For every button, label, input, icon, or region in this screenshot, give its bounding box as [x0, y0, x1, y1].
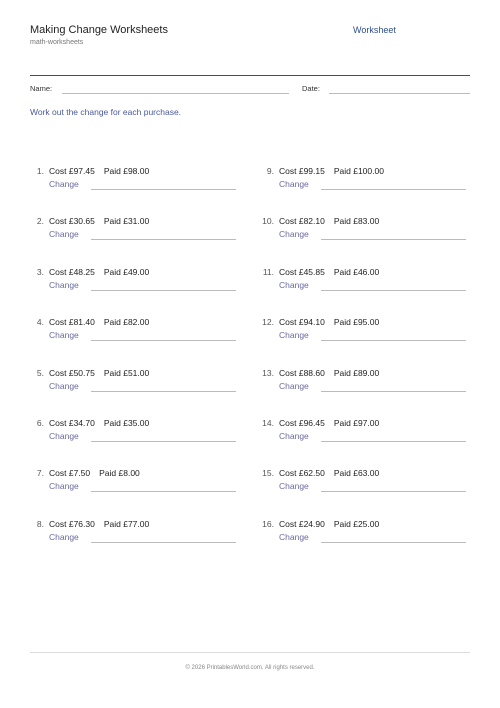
problem-item: [260, 368, 460, 398]
problem-number: 14.: [262, 418, 274, 428]
change-label: Change: [49, 179, 79, 189]
cost-text: Cost £88.60: [279, 367, 325, 378]
paid-text: Paid £31.00: [103, 216, 150, 227]
change-answer-line[interactable]: [321, 340, 466, 341]
cost-text: Cost £24.90: [279, 518, 325, 529]
cost-text: Cost £94.10: [279, 317, 325, 328]
problem-text: [279, 519, 379, 529]
footer-divider: [30, 652, 470, 653]
cost-text: Cost £82.10: [279, 216, 325, 227]
change-label: Change: [49, 380, 79, 391]
problem-text: [279, 418, 379, 428]
problem-item: [260, 267, 460, 297]
paid-text: Paid £82.00: [103, 317, 150, 328]
cost-text: Cost £50.75: [49, 367, 95, 378]
change-label: Change: [279, 431, 309, 441]
paid-text: Paid £25.00: [333, 518, 380, 529]
change-answer-line[interactable]: [321, 542, 466, 543]
problem-number: 7.: [36, 468, 44, 479]
change-label: Change: [49, 229, 79, 240]
change-label: Change: [279, 531, 309, 542]
paid-text: Paid £97.00: [333, 418, 380, 428]
cost-text: Cost £62.50: [279, 468, 325, 479]
problem-item: [30, 166, 230, 196]
change-answer-line[interactable]: [91, 239, 236, 240]
change-answer-line[interactable]: [321, 391, 466, 392]
paid-text: Paid £35.00: [103, 418, 150, 428]
problem-text: [279, 166, 384, 176]
problem-item: [30, 267, 230, 297]
change-label: Change: [49, 531, 79, 542]
problem-text: [49, 166, 149, 176]
problem-number: 13.: [262, 367, 274, 378]
cost-text: Cost £99.15: [279, 166, 325, 176]
change-answer-line[interactable]: [91, 290, 236, 291]
change-label: Change: [279, 279, 309, 290]
change-label: Change: [49, 431, 79, 441]
problem-item: [260, 317, 460, 347]
paid-text: Paid £89.00: [333, 367, 380, 378]
paid-text: Paid £46.00: [333, 266, 380, 277]
paid-text: Paid £63.00: [333, 468, 380, 479]
problem-text: [49, 267, 149, 277]
change-label: Change: [279, 229, 309, 240]
problem-number: 5.: [36, 367, 44, 378]
problem-item: [30, 368, 230, 398]
change-answer-line[interactable]: [91, 441, 236, 442]
change-label: Change: [279, 179, 309, 189]
change-answer-line[interactable]: [91, 340, 236, 341]
problem-number: 11.: [262, 266, 274, 277]
change-label: Change: [49, 279, 79, 290]
change-answer-line[interactable]: [321, 239, 466, 240]
change-label: Change: [279, 330, 309, 341]
name-label: Name:: [30, 84, 53, 93]
problem-text: [49, 418, 149, 428]
problem-item: [260, 418, 460, 448]
paid-text: Paid £83.00: [333, 216, 380, 227]
problem-item: [260, 519, 460, 549]
copyright-footer: © 2026 PrintablesWorld.com. All rights reserved.: [185, 665, 315, 671]
paid-text: Paid £77.00: [103, 518, 150, 529]
problem-text: [279, 216, 379, 226]
problem-number: 4.: [36, 317, 44, 328]
change-answer-line[interactable]: [91, 391, 236, 392]
cost-text: Cost £48.25: [49, 266, 95, 277]
cost-text: Cost £34.70: [49, 418, 95, 428]
cost-text: Cost £96.45: [279, 418, 325, 428]
problem-number: 3.: [36, 266, 44, 277]
problem-item: [260, 216, 460, 246]
problem-number: 2.: [36, 216, 44, 227]
paid-text: Paid £100.00: [333, 166, 384, 176]
problem-text: [49, 468, 140, 478]
paid-text: Paid £51.00: [103, 367, 150, 378]
problem-item: [30, 216, 230, 246]
change-label: Change: [279, 380, 309, 391]
change-answer-line[interactable]: [321, 491, 466, 492]
problem-item: [260, 166, 460, 196]
worksheet-subtitle: math-worksheets: [30, 39, 84, 46]
problem-number: 1.: [36, 166, 44, 176]
problem-item: [260, 468, 460, 498]
change-answer-line[interactable]: [321, 189, 466, 190]
problem-number: 16.: [262, 518, 274, 529]
problem-number: 9.: [266, 166, 274, 176]
problem-text: [49, 368, 149, 378]
problem-text: [49, 317, 149, 327]
problem-text: [279, 468, 379, 478]
cost-text: Cost £76.30: [49, 518, 95, 529]
problem-text: [279, 368, 379, 378]
change-answer-line[interactable]: [91, 542, 236, 543]
change-answer-line[interactable]: [321, 441, 466, 442]
problem-number: 6.: [36, 418, 44, 428]
paid-text: Paid £49.00: [103, 266, 150, 277]
worksheet-tag: Worksheet: [353, 25, 396, 35]
change-label: Change: [279, 481, 309, 492]
worksheet-title: Making Change Worksheets: [30, 24, 168, 36]
problem-number: 15.: [262, 468, 274, 479]
date-label: Date:: [302, 84, 320, 93]
change-answer-line[interactable]: [321, 290, 466, 291]
cost-text: Cost £7.50: [49, 468, 91, 479]
problem-text: [49, 519, 149, 529]
problem-text: [49, 216, 149, 226]
cost-text: Cost £30.65: [49, 216, 95, 227]
change-answer-line[interactable]: [91, 491, 236, 492]
problem-number: 8.: [36, 518, 44, 529]
cost-text: Cost £97.45: [49, 166, 95, 176]
problem-text: [279, 317, 379, 327]
paid-text: Paid £8.00: [99, 468, 140, 479]
problem-number: 10.: [262, 216, 274, 227]
change-answer-line[interactable]: [91, 189, 236, 190]
change-label: Change: [49, 330, 79, 341]
problem-item: [30, 468, 230, 498]
change-label: Change: [49, 481, 79, 492]
paid-text: Paid £98.00: [103, 166, 150, 176]
instructions: Work out the change for each purchase.: [30, 107, 182, 117]
cost-text: Cost £81.40: [49, 317, 95, 328]
problem-number: 12.: [262, 317, 274, 328]
problem-text: [279, 267, 379, 277]
problem-item: [30, 519, 230, 549]
paid-text: Paid £95.00: [333, 317, 380, 328]
problem-item: [30, 317, 230, 347]
cost-text: Cost £45.85: [279, 266, 325, 277]
problem-item: [30, 418, 230, 448]
